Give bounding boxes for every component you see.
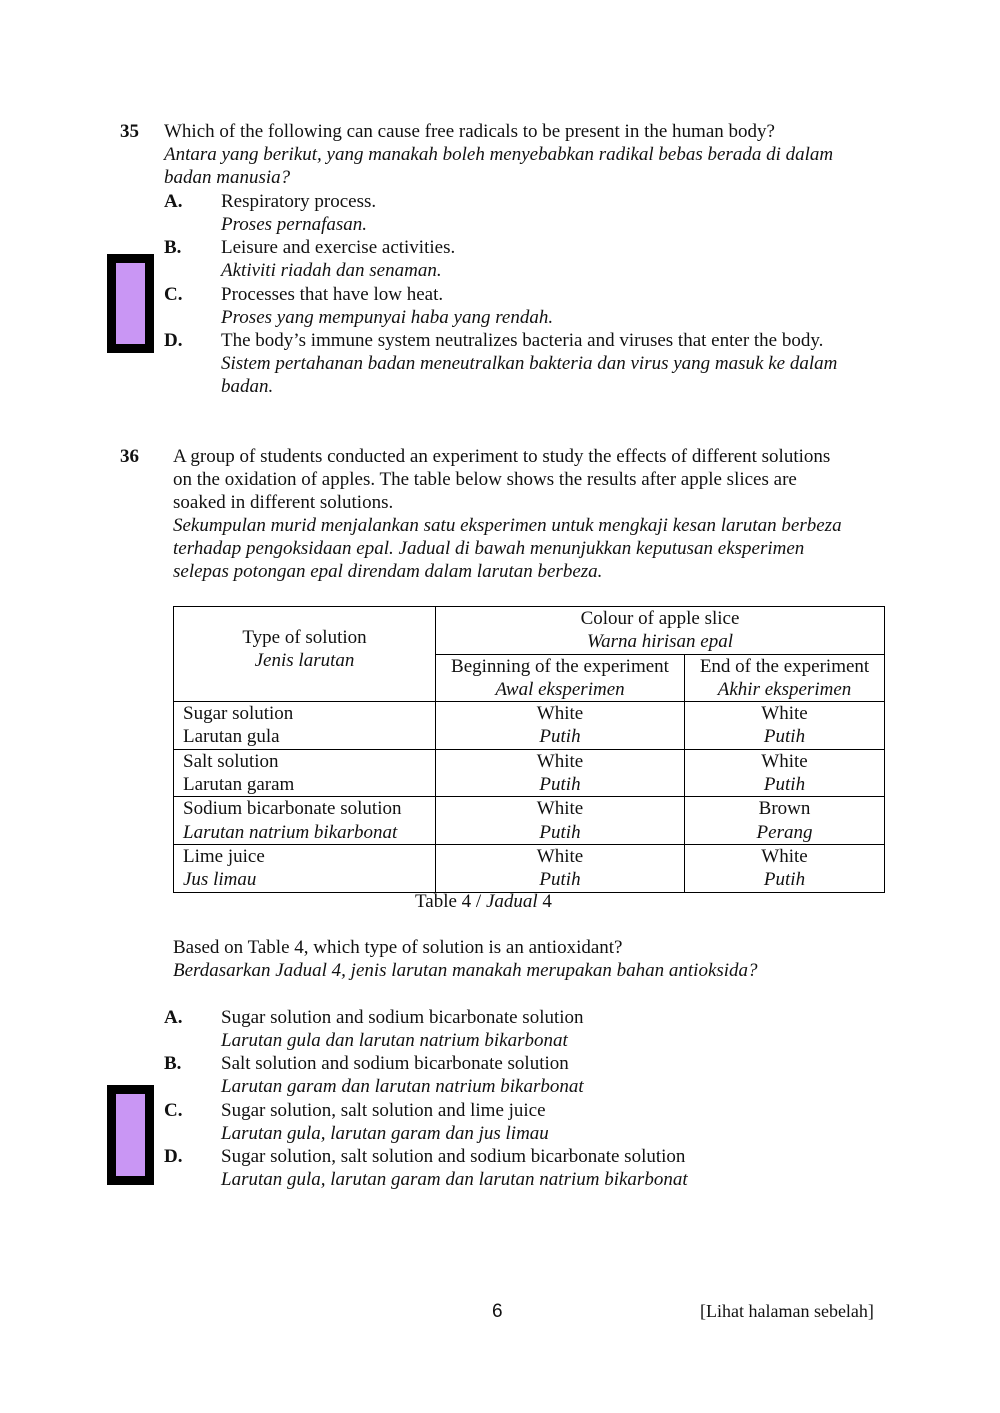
option-text-translation: Larutan gula dan larutan natrium bikarbonat (221, 1030, 568, 1051)
cell-text-translation: Putih (539, 774, 581, 796)
header-end (685, 654, 885, 702)
question-number: 36 (120, 446, 139, 467)
table-row (174, 797, 885, 845)
beginning-colour-cell (436, 702, 685, 750)
cell-text: Lime juice (183, 845, 265, 867)
caption-italic: Jadual (485, 891, 538, 912)
header-label-translation: Warna hirisan epal (586, 631, 734, 653)
cell-text: Brown (758, 798, 811, 820)
cell-text-translation: Jus limau (183, 869, 257, 891)
header-label-translation: Awal eksperimen (495, 678, 625, 700)
end-colour-cell (685, 844, 885, 892)
end-colour-cell (685, 797, 885, 845)
question-text-translation-cont: badan manusia? (164, 167, 291, 188)
question-text: Which of the following can cause free radicals to be present in the human body? (164, 121, 775, 142)
option-text: Leisure and exercise activities. (221, 237, 456, 258)
beginning-colour-cell (436, 844, 685, 892)
header-solution-type (174, 607, 436, 702)
header-label-translation: Jenis larutan (254, 650, 355, 672)
table-header-row (174, 607, 885, 655)
option-text: Salt solution and sodium bicarbonate solution (221, 1053, 569, 1074)
option-text-translation: Larutan garam dan larutan natrium bikarbonat (221, 1076, 584, 1097)
cell-text-translation: Larutan natrium bikarbonat (183, 821, 398, 843)
option-text-translation: Proses yang mempunyai haba yang rendah. (221, 307, 554, 328)
option-text-translation: Aktiviti riadah dan senaman. (221, 260, 442, 281)
option-text-translation: Larutan gula, larutan garam dan larutan natrium bikarbonat (221, 1169, 688, 1190)
header-label: Beginning of the experiment (451, 655, 669, 677)
cell-text-translation: Putih (539, 869, 581, 891)
option-text: Sugar solution and sodium bicarbonate solution (221, 1007, 584, 1028)
intro-line-3: soaked in different solutions. (173, 492, 394, 513)
solution-name-cell (174, 749, 436, 797)
header-colour-group (436, 607, 885, 655)
header-beginning (436, 654, 685, 702)
header-label: Colour of apple slice (580, 608, 740, 629)
next-page-note: [Lihat halaman sebelah] (700, 1301, 874, 1321)
intro-translation-2: terhadap pengoksidaan epal. Jadual di bawah menunjukkan keputusan eksperimen (173, 538, 805, 559)
question-number: 35 (120, 121, 139, 142)
option-letter: D. (164, 1146, 183, 1167)
results-table (173, 606, 885, 893)
cell-text-translation: Larutan garam (183, 774, 295, 796)
cell-text-translation: Larutan gula (183, 726, 280, 748)
option-letter: C. (164, 284, 183, 305)
table-caption (415, 890, 552, 913)
cell-text-translation: Putih (763, 726, 806, 748)
page-number: 6 (492, 1301, 503, 1322)
cell-text: White (761, 845, 808, 867)
cell-text: White (536, 703, 584, 725)
option-letter: B. (164, 237, 182, 258)
caption-prefix: Table 4 / (415, 891, 486, 912)
option-text: The body’s immune system neutralizes bacteria and viruses that enter the body. (221, 330, 824, 351)
intro-translation-3: selepas potongan epal direndam dalam larutan berbeza. (173, 561, 603, 582)
cell-text: White (536, 798, 584, 820)
option-text-translation: Larutan gula, larutan garam dan jus limau (221, 1123, 549, 1144)
cell-text: White (536, 845, 584, 867)
solution-name-cell (174, 797, 436, 845)
answer-drop-box[interactable] (107, 254, 154, 353)
option-text: Processes that have low heat. (221, 284, 444, 305)
header-label: End of the experiment (699, 655, 870, 677)
cell-text: White (761, 750, 808, 772)
option-letter: A. (164, 1007, 183, 1028)
solution-name-cell (174, 844, 436, 892)
cell-text-translation: Putih (763, 774, 806, 796)
header-label-translation: Akhir eksperimen (717, 678, 852, 700)
option-letter: A. (164, 191, 183, 212)
option-text-translation: Sistem pertahanan badan meneutralkan bakteria dan virus yang masuk ke dalam (221, 353, 838, 374)
caption-suffix: 4 (537, 891, 552, 912)
table-row (174, 749, 885, 797)
question-text-translation: Antara yang berikut, yang manakah boleh menyebabkan radikal bebas berada di dalam (164, 144, 834, 165)
cell-text-translation: Putih (539, 726, 581, 748)
solution-name-cell (174, 702, 436, 750)
option-text-translation-cont: badan. (221, 376, 274, 397)
cell-text: Sodium bicarbonate solution (183, 798, 402, 820)
cell-text: White (761, 703, 808, 725)
end-colour-cell (685, 702, 885, 750)
cell-text-translation: Putih (539, 821, 581, 843)
option-letter: D. (164, 330, 183, 351)
cell-text: Sugar solution (183, 703, 294, 725)
beginning-colour-cell (436, 797, 685, 845)
cell-text: White (536, 750, 584, 772)
intro-line-2: on the oxidation of apples. The table below shows the results after apple slices are (173, 469, 797, 490)
cell-text-translation: Putih (763, 869, 806, 891)
cell-text-translation: Perang (756, 821, 813, 843)
option-letter: C. (164, 1100, 183, 1121)
option-text: Sugar solution, salt solution and sodium bicarbonate solution (221, 1146, 686, 1167)
end-colour-cell (685, 749, 885, 797)
cell-text: Salt solution (183, 750, 279, 772)
answer-drop-box[interactable] (107, 1085, 154, 1185)
header-label: Type of solution (242, 626, 367, 648)
option-text-translation: Proses pernafasan. (221, 214, 368, 235)
option-text: Sugar solution, salt solution and lime juice (221, 1100, 546, 1121)
option-text: Respiratory process. (221, 191, 377, 212)
question-text-translation: Berdasarkan Jadual 4, jenis larutan manakah merupakan bahan antioksida? (173, 960, 758, 981)
intro-translation-1: Sekumpulan murid menjalankan satu eksperimen untuk mengkaji kesan larutan berbeza (173, 515, 842, 536)
table-row (174, 702, 885, 750)
question-text: Based on Table 4, which type of solution is an antioxidant? (173, 937, 623, 958)
table-row (174, 844, 885, 892)
option-letter: B. (164, 1053, 182, 1074)
intro-line-1: A group of students conducted an experiment to study the effects of different solutions (173, 446, 831, 467)
beginning-colour-cell (436, 749, 685, 797)
